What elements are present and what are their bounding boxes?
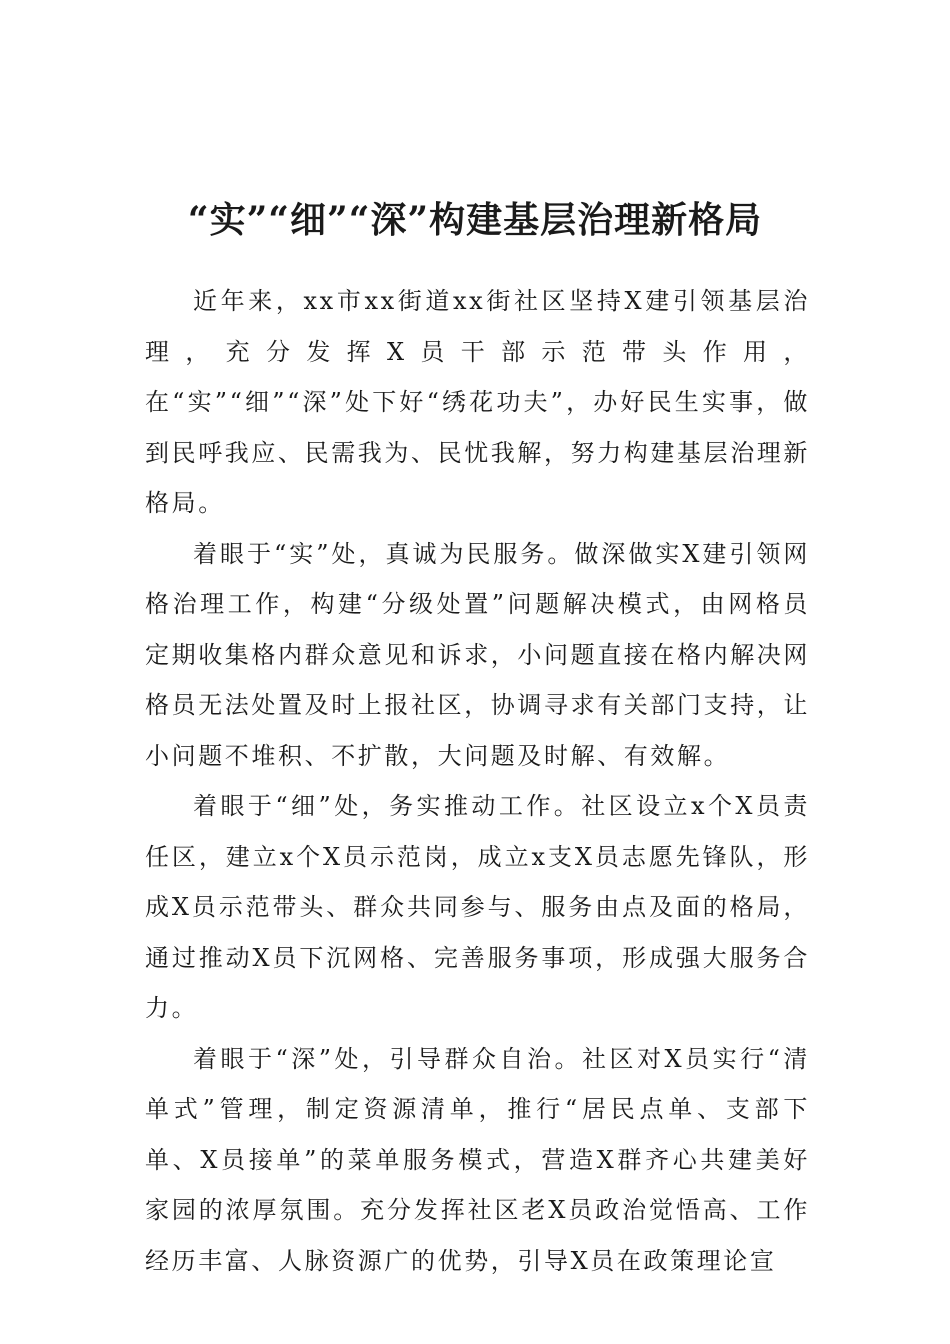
document-title: “实”“细”“深”构建基层治理新格局 (187, 199, 763, 242)
paragraph-shen: 着眼于“深”处，引导群众自治。社区对X员实行“清单式”管理，制定资源清单，推行“居民点单、支部下单、X员接单”的菜单服务模式，营造X群齐心共建美好家园的浓厚氛围。充分发挥社区老X员政治觉悟高、工作经历丰富、人脉资源广的优势，引导X员在政策理论宣 (145, 1044, 810, 1275)
paragraph-intro: 近年来，xx市xx街道xx街社区坚持X建引领基层治理，充分发挥X员干部示范带头作用，在“实”“细”“深”处下好“绣花功夫”，办好民生实事，做到民呼我应、民需我为、民忧我解，努力构建基层治理新格局。 (145, 287, 810, 517)
paragraph-shi: 着眼于“实”处，真诚为民服务。做深做实X建引领网格治理工作，构建“分级处置”问题解决模式，由网格员定期收集格内群众意见和诉求，小问题直接在格内解决网格员无法处置及时上报社区，协调寻求有关部门支持，让小问题不堆积、不扩散，大问题及时解、有效解。 (145, 539, 810, 770)
paragraph-xi: 着眼于“细”处，务实推动工作。社区设立x个X员责任区，建立x个X员示范岗，成立x支X员志愿先锋队，形成X员示范带头、群众共同参与、服务由点及面的格局，通过推动X员下沉网格、完善服务事项，形成强大服务合力。 (145, 792, 810, 1022)
document-body (145, 276, 810, 1286)
